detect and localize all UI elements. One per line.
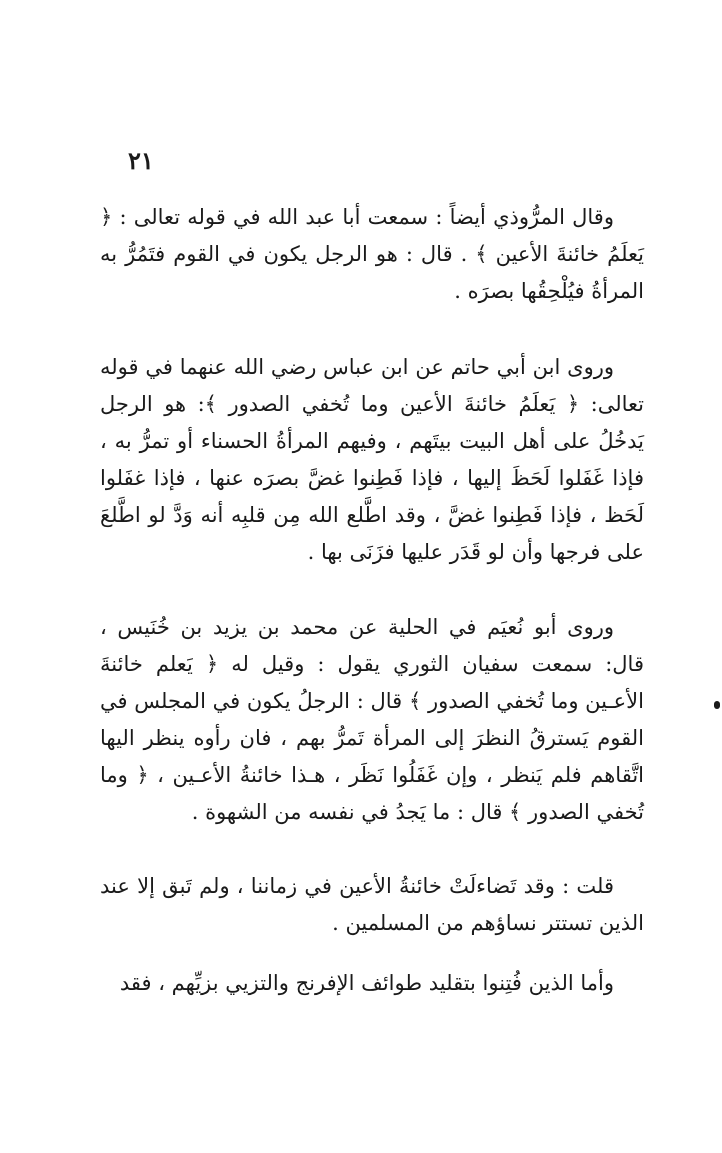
paragraph-text: قلت : وقد تَضاءلَتْ خائنةُ الأعين في زماننا ، ولم تَبق إلا عند الذين تستتر نساؤهم من المسلمين . (100, 874, 644, 935)
paragraph-marwazi (100, 199, 644, 310)
paragraph-text: وروى ابن أبي حاتم عن ابن عباس رضي الله عنهما في قوله تعالى: ﴿ يَعلَمُ خائنةَ الأعين وما تُخفي الصدور ﴾: هو الرجل يَدخُلُ على أهل البيت بيتَهم ، وفيهم المرأةُ الحسناء أو تمرُّ به ، فإذا غَفَلوا لَحَظَ إليها ، فإذا فَطِنوا غضَّ بصرَه عنها ، فإذا غفَلوا لَحَظ ، فإذا فَطِنوا غضَّ ، وقد اطَّلع الله مِن قلبِه أنه وَدَّ لو اطَّلعَ على فرجها وأن لو قَدَر عليها فزَنَى بها . (100, 355, 644, 564)
paragraph-text: وروى أبو نُعيَم في الحلية عن محمد بن يزيد بن خُنَيس ، قال: سمعت سفيان الثوري يقول : وقيل له ﴿ يَعلم خائنةَ الأعـين وما تُخفي الصدور ﴾ قال : الرجلُ يكون في المجلس في القوم يَسترقُ النظرَ إلى المرأة تَمرُّ بهم ، فان رأوه ينظر اليها اتَّقاهم فلم يَنظر ، وإن غَفَلُوا نَظَر ، هـذا خائنةُ الأعـين ، ﴿ وما تُخفي الصدور ﴾ قال : ما يَجدُ في نفسه من الشهوة . (100, 615, 644, 824)
paragraph-text: وأما الذين فُتِنوا بتقليد طوائف الإفرنج والتزيي بزيِّهم ، فقد (119, 971, 614, 995)
paragraph-author-note (100, 868, 644, 942)
paragraph-sufyan-thawri (100, 609, 644, 831)
paragraph-ibn-abbas (100, 349, 644, 571)
margin-dot (714, 701, 720, 709)
paragraph-continued (100, 965, 644, 1002)
page-number: ٢١ (128, 146, 154, 175)
paragraph-text: وقال المرُّوذي أيضاً : سمعت أبا عبد الله في قوله تعالى : ﴿ يَعلَمُ خائنةَ الأعين ﴾ . قال : هو الرجل يكون في القوم فتَمُرُّ به المرأةُ فيُلْحِقُها بصرَه . (100, 205, 644, 303)
